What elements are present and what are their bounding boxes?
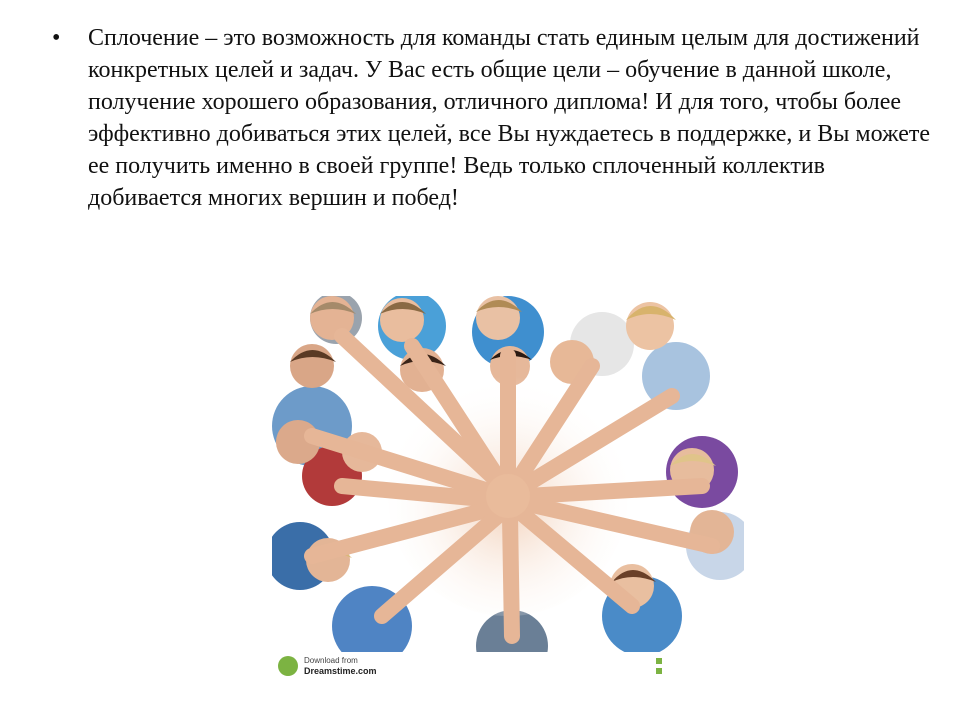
watermark-square-icon xyxy=(656,658,662,664)
bullet-list xyxy=(52,22,932,214)
bullet-item xyxy=(52,22,932,214)
stock-watermark xyxy=(272,652,744,680)
watermark-square-icon xyxy=(656,668,662,674)
dreamstime-logo-icon xyxy=(278,656,298,676)
bullet-symbol: • xyxy=(52,25,61,51)
watermark-line1: Download from xyxy=(304,656,358,665)
watermark-line2: Dreamstime.com xyxy=(304,666,377,676)
team-huddle-illustration xyxy=(272,296,744,680)
bullet-paragraph: Сплочение – это возможность для команды стать единым целым для достижений конкретных целей и задач. У Вас есть общие цели – обучение в данной школе, получение хорошего образования, отличного диплома! И для того, чтобы более эффективно добиваться этих целей, все Вы нуждаетесь в поддержке, и Вы можете ее получить именно в своей группе! Ведь только сплоченный коллектив добивается многих вершин и побед! xyxy=(88,25,931,211)
team-huddle-photo xyxy=(272,296,744,680)
